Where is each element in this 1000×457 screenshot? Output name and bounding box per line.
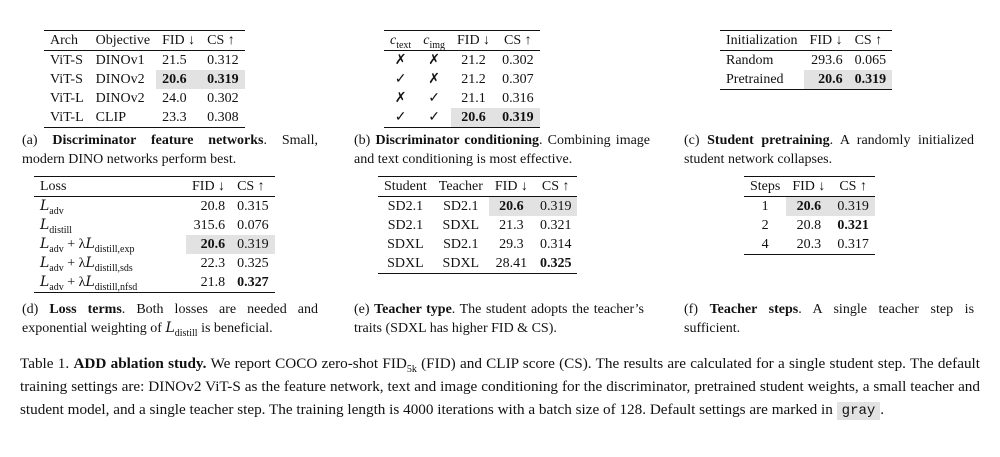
cell: ViT-S [50,53,83,68]
check-icon: ✓ [394,72,407,87]
cell: 0.319 [231,235,275,254]
loss-cell [34,235,186,254]
symbol: L [85,255,95,271]
cell: 0.315 [237,199,269,214]
table-row [720,70,892,90]
table-row [378,235,577,254]
caption-title: Student pretraining [707,133,830,148]
cell: 21.1 [461,91,486,106]
cross-icon: ✗ [428,72,440,87]
subscript: 5k [406,364,417,376]
cell: 0.321 [837,218,869,233]
subscript: distill [174,327,198,339]
col-header: CS ↑ [534,177,578,197]
table-d [34,176,275,293]
cell: 24.0 [162,91,187,106]
table-e-panel [378,176,577,274]
check-icon: ✓ [384,108,417,128]
subscript: adv [49,262,64,274]
cell: 20.6 [156,70,201,89]
cell: 0.327 [231,273,275,293]
table-row [44,89,245,108]
table-row [384,51,540,71]
cell: 0.319 [831,197,875,217]
cell: 0.319 [849,70,893,90]
cell: 293.6 [811,53,843,68]
table-row [720,51,892,71]
cell: DINOv2 [95,72,145,87]
cell: 20.8 [200,199,226,214]
table-a-panel [44,30,245,128]
caption-text: is beneficial. [197,321,273,336]
operator: + λ [63,237,86,252]
cell: 0.065 [854,53,887,68]
caption-text: (FID) and CLIP score (CS). The results are calculated for a single student step. The default training settings are: DINOv2 ViT-S as the feature network, text and image conditioning for the discriminator, pretrained student weights, a small teacher and student model, and a single teacher step. The training length is 4000 iterations with a batch size of 128. Default settings are marked in [20,355,980,418]
table-row [378,216,577,235]
col-header: Student [378,177,433,197]
cell: SDXL [378,254,433,274]
caption-label: (a) [22,133,38,148]
cell: SDXL [442,218,480,233]
cell: 20.6 [804,70,849,90]
cell: 4 [744,235,786,255]
subscript: adv [49,281,64,293]
caption-label: (b) [354,133,371,148]
col-header: FID ↓ [451,31,496,51]
caption-b [354,131,650,169]
table-row [384,108,540,128]
table-c-panel [720,30,892,90]
col-header: Loss [34,177,186,197]
cell: 0.307 [502,72,534,87]
cell: 0.314 [539,237,572,252]
caption-a [22,131,318,169]
cell: 0.302 [207,91,239,106]
symbol: L [85,236,95,252]
cell: 20.6 [451,108,496,128]
col-header: Teacher [433,177,489,197]
cell: SD2.1 [443,237,479,252]
operator: + λ [63,275,86,290]
cell: 22.3 [200,256,226,271]
cell: CLIP [90,108,156,128]
symbol: L [40,255,50,271]
subscript: distill,nfsd [94,281,138,293]
loss-cell [34,273,186,293]
col-header: CS ↑ [849,31,893,51]
cell: SDXL [387,237,424,252]
table-f-panel [744,176,875,255]
table-row [378,197,577,217]
caption-label: (e) [354,302,370,317]
cell: SDXL [433,254,489,274]
table-row [44,70,245,89]
table-row [34,254,275,273]
gray-marker: gray [837,402,881,420]
table-row [44,51,245,71]
caption-title: Discriminator feature networks [52,133,264,148]
cell: DINOv1 [95,53,145,68]
symbol: L [85,274,95,290]
cell: SD2.1 [443,199,479,214]
col-header: FID ↓ [489,177,534,197]
table-row [384,70,540,89]
cell: 21.5 [162,53,187,68]
caption-title: Loss terms [49,302,122,317]
col-header: Objective [90,31,156,51]
cell: 23.3 [156,108,201,128]
cell: 20.3 [786,235,831,255]
col-header: CS ↑ [201,31,245,51]
cell: 0.319 [534,197,578,217]
cell: SD2.1 [387,199,424,214]
table-c [720,30,892,90]
cell: 21.2 [461,53,486,68]
symbol: L [40,217,50,233]
cell: 0.076 [237,218,269,233]
subscript: adv [49,205,64,217]
col-header: CS ↑ [496,31,540,51]
table-e [378,176,577,274]
cell: 20.8 [796,218,822,233]
table-b-panel [384,30,540,128]
symbol: L [40,198,50,214]
cell: 0.319 [496,108,540,128]
table-row [34,197,275,217]
check-icon: ✓ [428,91,440,106]
cell: 0.316 [502,91,534,106]
cell: 0.312 [207,53,239,68]
subscript: img [429,39,445,51]
caption-text: . A single teacher step is sufficient. [684,302,975,336]
col-header: Steps [744,177,786,197]
table-row [744,216,875,235]
operator: + λ [63,256,86,271]
cell: 20.6 [489,197,534,217]
table-row [744,197,875,217]
check-icon: ✓ [417,108,451,128]
caption-title: Teacher steps [709,302,799,317]
cell: 21.2 [461,72,486,87]
cell: 21.3 [499,218,524,233]
cell: Random [726,53,774,68]
cell: 0.319 [201,70,245,89]
subscript: adv [49,243,64,255]
caption-text: . [880,401,885,418]
table-b [384,30,540,128]
caption-title: Teacher type [374,302,452,317]
subscript: text [396,39,412,51]
table-caption [20,352,980,423]
caption-text: We report COCO zero-shot FID [206,355,407,372]
cell: 2 [761,218,769,233]
cell: 0.308 [201,108,245,128]
table-row [384,89,540,108]
cell: 0.321 [539,218,572,233]
subscript: distill [49,224,73,236]
loss-cell [34,216,186,235]
loss-cell [34,254,186,273]
caption-label: (d) [22,302,39,317]
caption-e [354,300,644,338]
caption-text: . Small, modern DINO networks perform best. [22,133,319,167]
col-header: FID ↓ [786,177,831,197]
caption-label: (f) [684,302,698,317]
cell: Pretrained [720,70,804,90]
table-a [44,30,245,128]
cell: 21.8 [186,273,231,293]
col-header-c-text [384,31,417,51]
table-row [744,235,875,255]
symbol: c [423,33,430,48]
cell: 315.6 [193,218,226,233]
col-header: Arch [44,31,90,51]
caption-c [684,131,974,169]
cell: 20.6 [786,197,831,217]
cross-icon: ✗ [394,91,407,106]
cell: ViT-S [50,72,83,87]
subscript: distill,exp [94,243,135,255]
cell: 0.325 [237,256,269,271]
caption-text: . Both losses are needed and exponential weighting of [22,302,318,336]
cell: 29.3 [499,237,524,252]
caption-label: Table 1. [20,355,70,372]
table-row [34,273,275,293]
symbol: L [40,274,50,290]
table-row [378,254,577,274]
col-header: CS ↑ [831,177,875,197]
cell: ViT-L [50,91,84,106]
cell: DINOv2 [95,91,145,106]
col-header: CS ↑ [231,177,275,197]
caption-text: . The student adopts the teacher’s traits (SDXL has higher FID & CS). [354,302,645,336]
caption-d [22,300,318,338]
cross-icon: ✗ [428,53,440,68]
symbol: L [165,320,175,336]
caption-title: Discriminator conditioning [375,133,540,148]
caption-text: . Combining image and text conditioning is most effective. [354,133,651,167]
cell: 0.302 [502,53,534,68]
caption-text: . A randomly initialized student network collapses. [684,133,975,167]
col-header-c-img [417,31,451,51]
table-d-panel [34,176,275,293]
cell: ViT-L [44,108,90,128]
col-header: Initialization [720,31,804,51]
cell: SD2.1 [387,218,424,233]
subscript: distill,sds [94,262,133,274]
cell: 0.317 [831,235,875,255]
col-header: FID ↓ [186,177,231,197]
symbol: L [40,236,50,252]
table-row [34,235,275,254]
caption-title: ADD ablation study. [73,355,207,372]
cross-icon: ✗ [394,53,407,68]
cell: 20.6 [186,235,231,254]
caption-f [684,300,974,338]
cell: 1 [761,199,769,214]
table-f [744,176,875,255]
table-row [34,216,275,235]
col-header: FID ↓ [804,31,849,51]
cell: 28.41 [489,254,534,274]
cell: 0.325 [534,254,578,274]
loss-cell [34,197,186,217]
symbol: c [390,33,397,48]
table-row [44,108,245,128]
caption-label: (c) [684,133,700,148]
col-header: FID ↓ [156,31,201,51]
